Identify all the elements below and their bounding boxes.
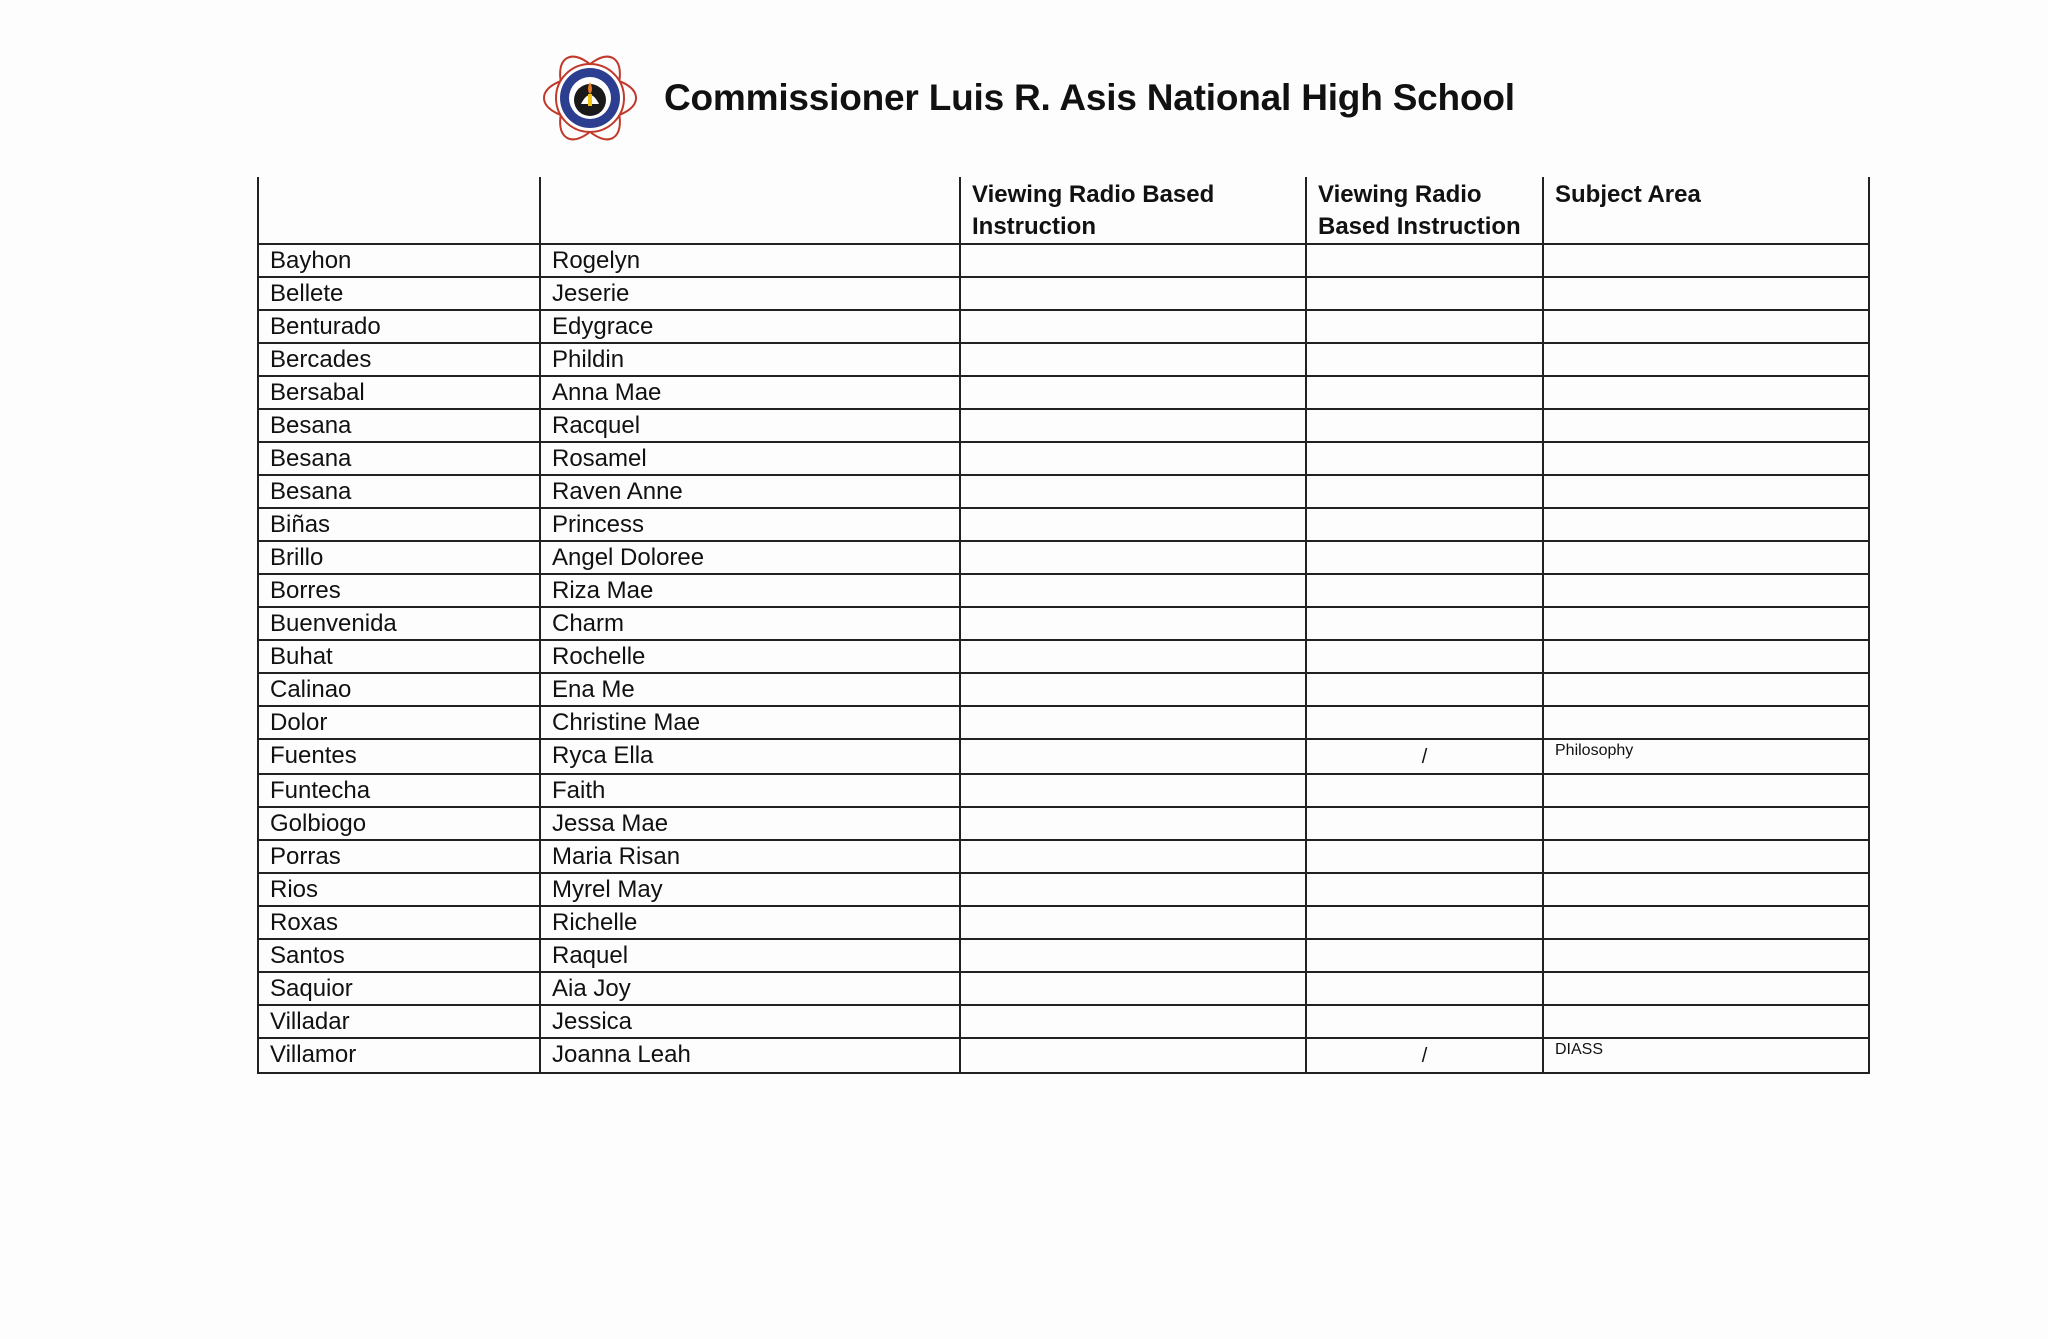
viewing-radio-1-cell (960, 607, 1306, 640)
first-name-cell: Rochelle (540, 640, 960, 673)
subject-area-cell (1543, 972, 1869, 1005)
table-row (258, 706, 1869, 739)
viewing-radio-2-cell (1306, 939, 1543, 972)
school-seal-icon (540, 48, 640, 148)
table-row (258, 807, 1869, 840)
table-row (258, 640, 1869, 673)
viewing-radio-2-cell (1306, 972, 1543, 1005)
table-row (258, 343, 1869, 376)
subject-area-cell (1543, 442, 1869, 475)
first-name-cell: Anna Mae (540, 376, 960, 409)
viewing-radio-1-cell (960, 972, 1306, 1005)
table-row (258, 607, 1869, 640)
table-row (258, 442, 1869, 475)
viewing-radio-1-cell (960, 1038, 1306, 1073)
viewing-radio-2-cell (1306, 640, 1543, 673)
last-name-cell: Brillo (258, 541, 540, 574)
first-name-cell: Ryca Ella (540, 739, 960, 774)
viewing-radio-2-cell (1306, 376, 1543, 409)
first-name-cell: Rosamel (540, 442, 960, 475)
viewing-radio-2-cell (1306, 574, 1543, 607)
viewing-radio-1-cell (960, 906, 1306, 939)
first-name-cell: Princess (540, 508, 960, 541)
viewing-radio-2-cell (1306, 673, 1543, 706)
subject-area-cell (1543, 774, 1869, 807)
viewing-radio-1-cell (960, 475, 1306, 508)
last-name-cell: Dolor (258, 706, 540, 739)
first-name-cell: Riza Mae (540, 574, 960, 607)
viewing-radio-1-cell (960, 939, 1306, 972)
subject-area-cell (1543, 475, 1869, 508)
first-name-cell: Christine Mae (540, 706, 960, 739)
viewing-radio-2-cell (1306, 343, 1543, 376)
viewing-radio-2-cell (1306, 475, 1543, 508)
last-name-cell: Funtecha (258, 774, 540, 807)
last-name-cell: Villadar (258, 1005, 540, 1038)
subject-area-cell (1543, 607, 1869, 640)
table-row (258, 972, 1869, 1005)
subject-area-cell (1543, 541, 1869, 574)
viewing-radio-2-cell (1306, 739, 1543, 774)
table-row (258, 310, 1869, 343)
viewing-radio-1-cell (960, 442, 1306, 475)
last-name-cell: Borres (258, 574, 540, 607)
viewing-radio-1-cell (960, 244, 1306, 277)
viewing-radio-1-cell (960, 640, 1306, 673)
last-name-cell: Buenvenida (258, 607, 540, 640)
viewing-radio-2-cell (1306, 541, 1543, 574)
column-header-viewing-radio-1: Viewing Radio Based Instruction (960, 177, 1306, 244)
viewing-radio-1-cell (960, 508, 1306, 541)
viewing-radio-1-cell (960, 376, 1306, 409)
viewing-radio-1-cell (960, 673, 1306, 706)
first-name-cell: Myrel May (540, 873, 960, 906)
subject-area-cell (1543, 673, 1869, 706)
first-name-cell: Edygrace (540, 310, 960, 343)
table-header-row (258, 177, 1869, 244)
viewing-radio-2-cell (1306, 1005, 1543, 1038)
table-row (258, 873, 1869, 906)
first-name-cell: Raquel (540, 939, 960, 972)
subject-area-cell (1543, 706, 1869, 739)
last-name-cell: Benturado (258, 310, 540, 343)
subject-area-cell (1543, 310, 1869, 343)
viewing-radio-1-cell (960, 840, 1306, 873)
first-name-cell: Angel Doloree (540, 541, 960, 574)
subject-area-text: DIASS (1555, 1041, 1604, 1058)
viewing-radio-1-cell (960, 706, 1306, 739)
last-name-cell: Bercades (258, 343, 540, 376)
last-name-cell: Roxas (258, 906, 540, 939)
subject-area-cell (1543, 244, 1869, 277)
viewing-radio-1-cell (960, 409, 1306, 442)
subject-area-cell (1543, 906, 1869, 939)
last-name-cell: Saquior (258, 972, 540, 1005)
subject-area-cell (1543, 873, 1869, 906)
viewing-radio-1-cell (960, 774, 1306, 807)
school-name-heading: Commissioner Luis R. Asis National High School (664, 77, 1515, 118)
last-name-cell: Besana (258, 442, 540, 475)
first-name-cell: Phildin (540, 343, 960, 376)
viewing-radio-2-cell (1306, 607, 1543, 640)
viewing-radio-1-cell (960, 310, 1306, 343)
last-name-cell: Besana (258, 475, 540, 508)
table-row (258, 1038, 1869, 1073)
first-name-cell: Charm (540, 607, 960, 640)
last-name-cell: Bersabal (258, 376, 540, 409)
viewing-radio-1-cell (960, 277, 1306, 310)
student-roster-table (257, 177, 1870, 1074)
viewing-radio-2-cell (1306, 706, 1543, 739)
viewing-radio-2-cell (1306, 508, 1543, 541)
last-name-cell: Besana (258, 409, 540, 442)
last-name-cell: Buhat (258, 640, 540, 673)
column-header-last-name (258, 177, 540, 244)
table-row (258, 508, 1869, 541)
table-row (258, 574, 1869, 607)
table-row (258, 475, 1869, 508)
viewing-radio-1-cell (960, 1005, 1306, 1038)
table-row (258, 939, 1869, 972)
table-row (258, 673, 1869, 706)
table-row (258, 739, 1869, 774)
viewing-radio-1-cell (960, 807, 1306, 840)
last-name-cell: Villamor (258, 1038, 540, 1073)
viewing-radio-2-cell (1306, 442, 1543, 475)
last-name-cell: Biñas (258, 508, 540, 541)
subject-area-cell (1543, 739, 1869, 774)
table-row (258, 1005, 1869, 1038)
last-name-cell: Bayhon (258, 244, 540, 277)
subject-area-cell (1543, 939, 1869, 972)
viewing-radio-1-cell (960, 574, 1306, 607)
subject-area-text: Philosophy (1555, 742, 1634, 759)
first-name-cell: Richelle (540, 906, 960, 939)
viewing-radio-2-cell (1306, 277, 1543, 310)
last-name-cell: Fuentes (258, 739, 540, 774)
first-name-cell: Jessica (540, 1005, 960, 1038)
viewing-radio-2-cell (1306, 244, 1543, 277)
table-row (258, 244, 1869, 277)
subject-area-cell (1543, 409, 1869, 442)
last-name-cell: Golbiogo (258, 807, 540, 840)
table-row (258, 774, 1869, 807)
viewing-radio-2-cell (1306, 906, 1543, 939)
document-header (540, 48, 1515, 148)
viewing-radio-2-cell (1306, 873, 1543, 906)
first-name-cell: Ena Me (540, 673, 960, 706)
viewing-radio-2-cell (1306, 840, 1543, 873)
subject-area-cell (1543, 840, 1869, 873)
last-name-cell: Rios (258, 873, 540, 906)
subject-area-cell (1543, 343, 1869, 376)
first-name-cell: Jessa Mae (540, 807, 960, 840)
subject-area-cell (1543, 640, 1869, 673)
table-row (258, 840, 1869, 873)
table-row (258, 409, 1869, 442)
viewing-radio-1-cell (960, 343, 1306, 376)
last-name-cell: Porras (258, 840, 540, 873)
check-mark: / (1421, 1045, 1428, 1067)
first-name-cell: Rogelyn (540, 244, 960, 277)
subject-area-cell (1543, 1038, 1869, 1073)
viewing-radio-2-cell (1306, 774, 1543, 807)
viewing-radio-2-cell (1306, 1038, 1543, 1073)
column-header-subject-area: Subject Area (1543, 177, 1869, 244)
column-header-first-name (540, 177, 960, 244)
last-name-cell: Calinao (258, 673, 540, 706)
viewing-radio-1-cell (960, 541, 1306, 574)
last-name-cell: Santos (258, 939, 540, 972)
first-name-cell: Raven Anne (540, 475, 960, 508)
viewing-radio-1-cell (960, 739, 1306, 774)
subject-area-cell (1543, 574, 1869, 607)
viewing-radio-2-cell (1306, 310, 1543, 343)
subject-area-cell (1543, 508, 1869, 541)
column-header-viewing-radio-2: Viewing Radio Based Instruction (1306, 177, 1543, 244)
table-body (258, 244, 1869, 1073)
first-name-cell: Jeserie (540, 277, 960, 310)
table-row (258, 906, 1869, 939)
viewing-radio-1-cell (960, 873, 1306, 906)
subject-area-cell (1543, 807, 1869, 840)
check-mark: / (1421, 746, 1428, 768)
last-name-cell: Bellete (258, 277, 540, 310)
viewing-radio-2-cell (1306, 409, 1543, 442)
first-name-cell: Racquel (540, 409, 960, 442)
subject-area-cell (1543, 1005, 1869, 1038)
first-name-cell: Maria Risan (540, 840, 960, 873)
table-row (258, 376, 1869, 409)
subject-area-cell (1543, 277, 1869, 310)
table-row (258, 277, 1869, 310)
subject-area-cell (1543, 376, 1869, 409)
first-name-cell: Aia Joy (540, 972, 960, 1005)
first-name-cell: Faith (540, 774, 960, 807)
table-row (258, 541, 1869, 574)
viewing-radio-2-cell (1306, 807, 1543, 840)
first-name-cell: Joanna Leah (540, 1038, 960, 1073)
